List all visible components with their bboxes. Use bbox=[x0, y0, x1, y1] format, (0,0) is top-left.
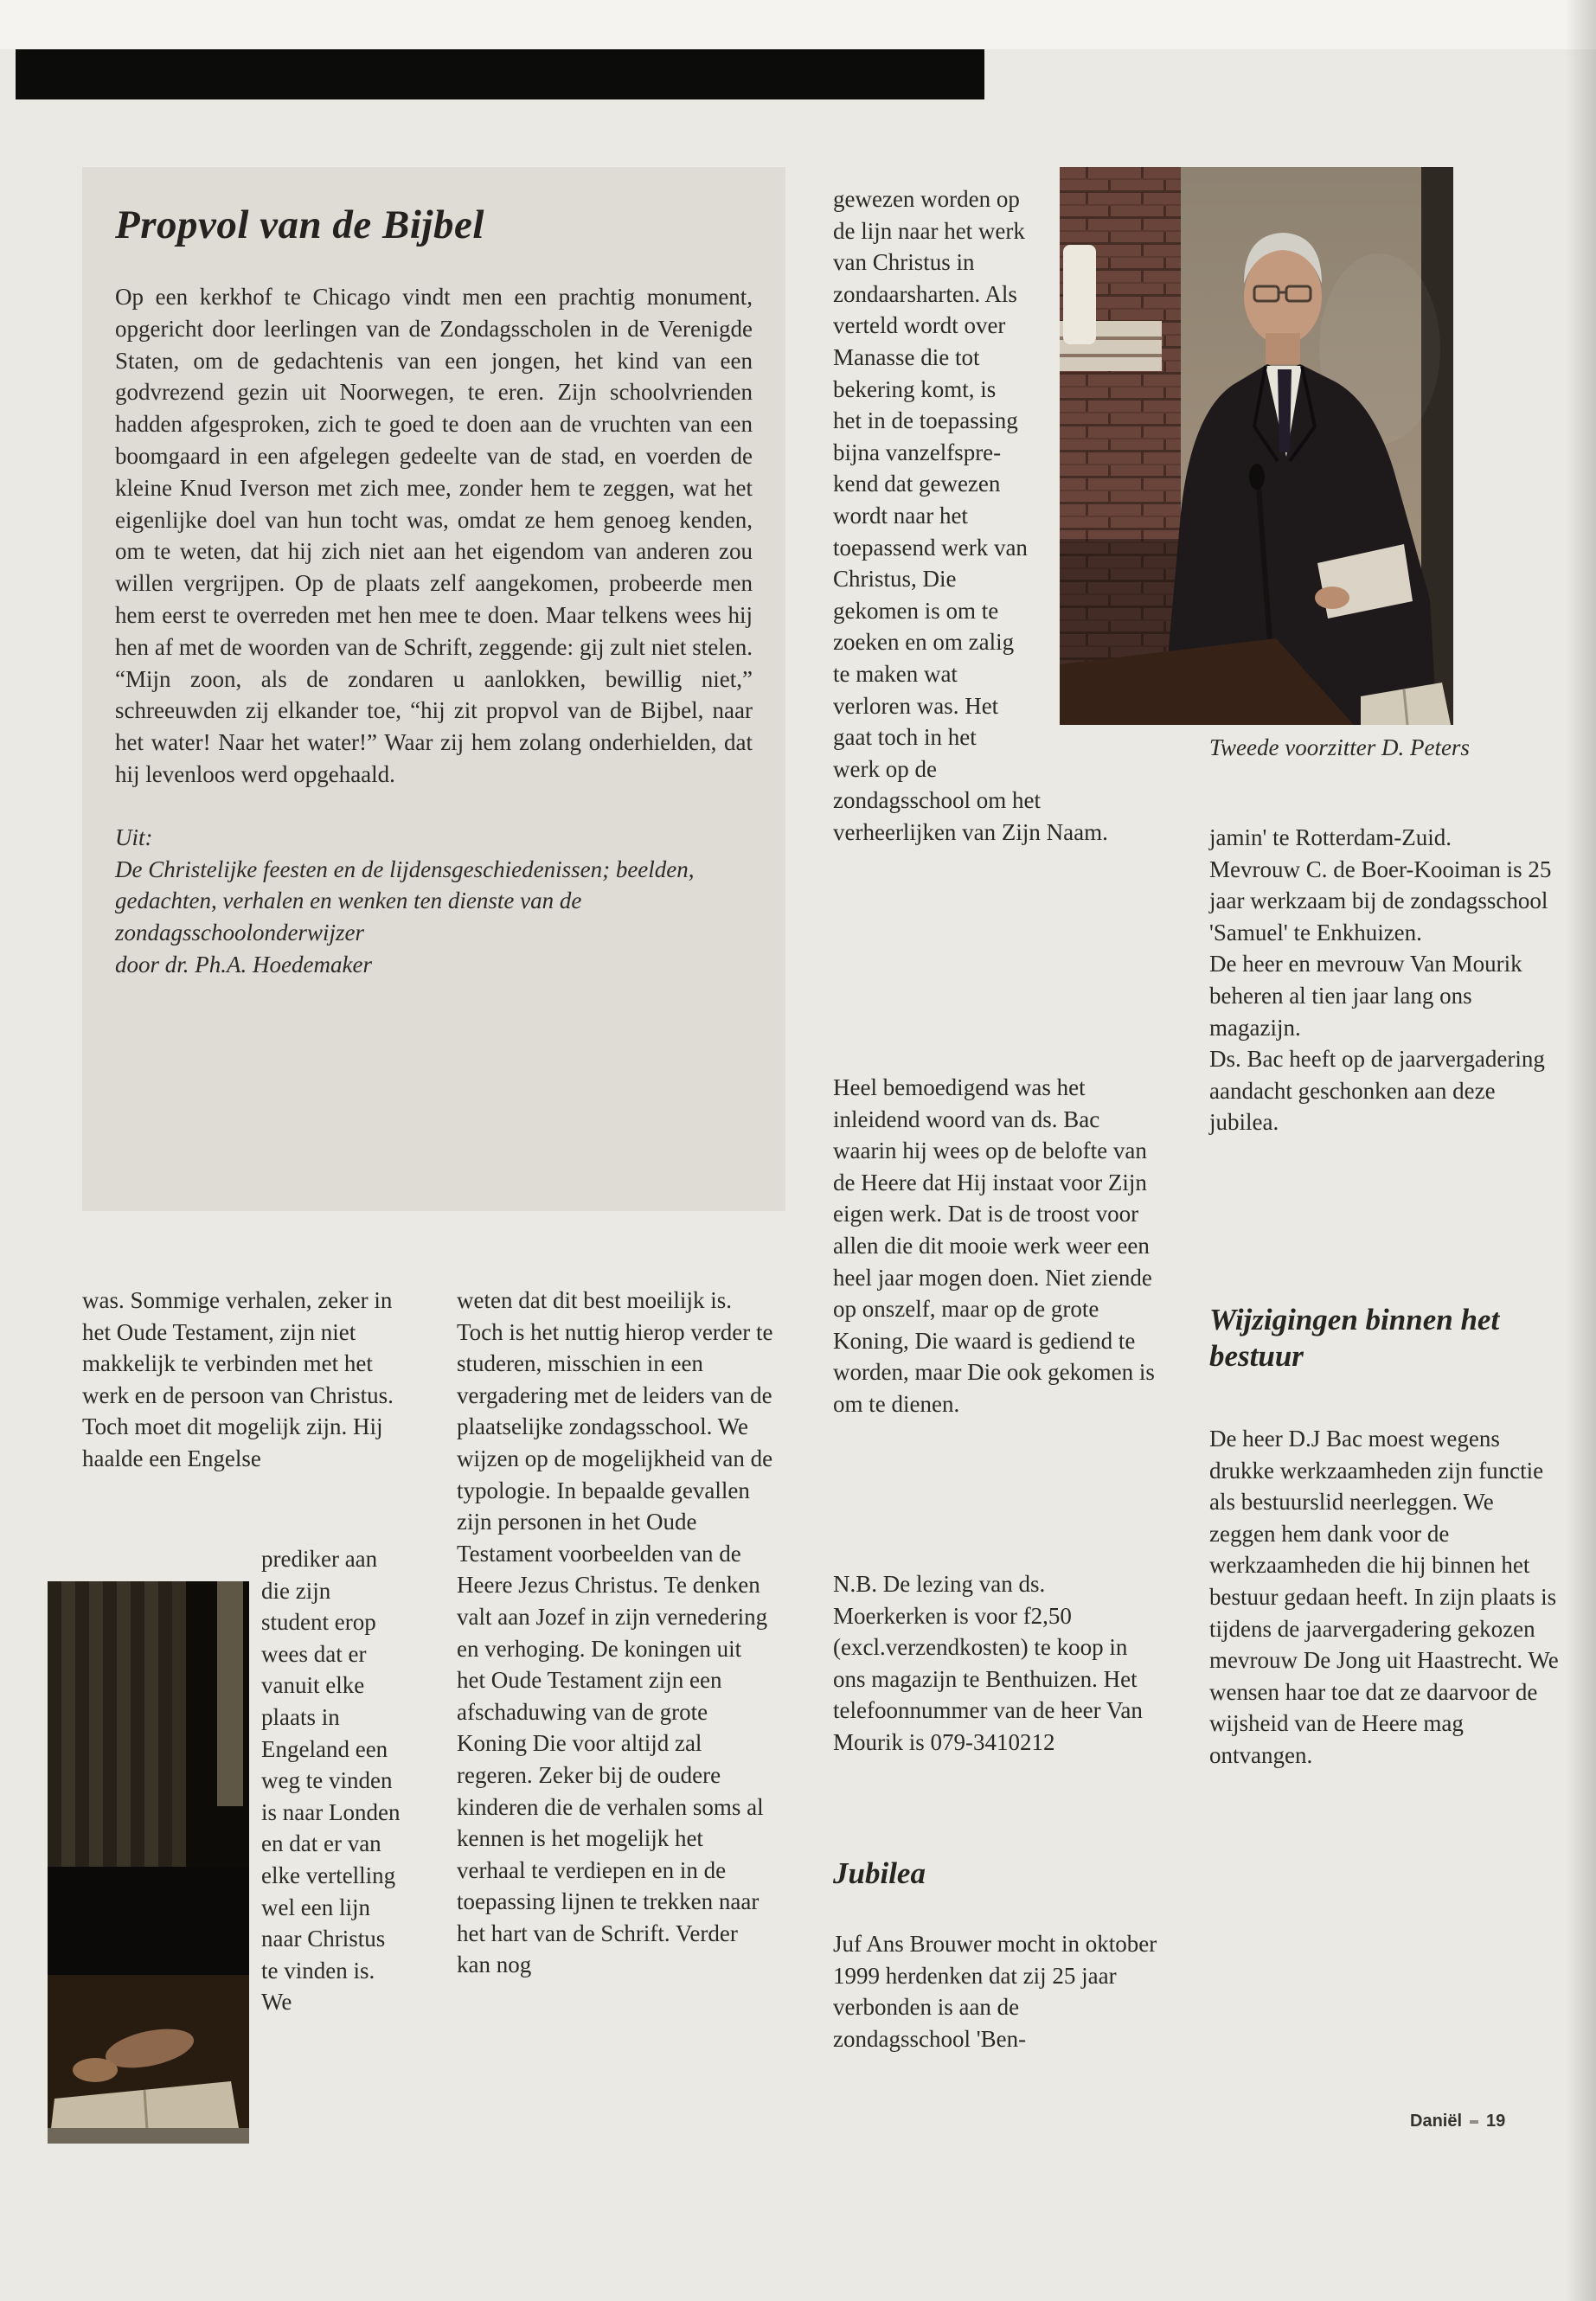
article-source-label: Uit: bbox=[115, 824, 153, 850]
jubilea-heading: Jubilea bbox=[833, 1856, 926, 1891]
photo-caption: Tweede voorzitter D. Peters bbox=[1209, 734, 1470, 760]
article-source-author: door dr. Ph.A. Hoedemaker bbox=[115, 951, 372, 977]
photo-wrap-spacer bbox=[1029, 183, 1158, 761]
reading-photo bbox=[48, 1581, 249, 2144]
right-column-jubilea-text bbox=[1209, 822, 1564, 1138]
middle-column-paragraph-2: Heel bemoedigend was het inleidend woord van ds. Bac waarin hij wees op de belofte van de Heere dat Hij instaat voor Zijn eigen werk. Dat is de troost voor allen die dit mooie werk weer een heel jaar mogen doen. Niet ziende op onszelf, maar op de grote Koning, Die waard is gediend te worden, maar Die ook gekomen is om te dienen. bbox=[833, 1074, 1155, 1417]
jubilea-sentence: De heer en mevrouw Van Mourik beheren al tien jaar lang ons magazijn. bbox=[1209, 951, 1522, 1041]
jubilea-sentence: jamin' te Rotterdam-Zuid. bbox=[1209, 824, 1452, 850]
bestuur-heading: Wijzigingen binnen het bestuur bbox=[1209, 1303, 1500, 1374]
middle-column-paragraph-1: gewezen worden op de lijn naar het werk van Christus in zondaarsharten. Als verteld wordt over Manasse die tot bekering komt, is het in de toepassing bijna vanzelfsprekend dat gewezen wordt naar het toepassend werk van Christus, Die gekomen is om te zoeken en om zalig te maken wat verloren was. Het gaat toch in het werk op de zondagsschool om het verheerlijken van Zijn Naam. bbox=[833, 186, 1108, 845]
bottom-left-paragraph: was. Sommige verhalen, zeker in het Oude Testament, zijn niet makkelijk te verbinden met het werk en de persoon van Christus. Toch moet dit mogelijk zijn. Hij haalde een Engelse bbox=[82, 1287, 394, 1471]
scan-edge-shadow bbox=[1565, 0, 1596, 2301]
reading-photo-image bbox=[48, 1581, 249, 2144]
header-rule-bar bbox=[16, 49, 984, 99]
microphone bbox=[1249, 464, 1265, 490]
bottom-left-wrap-paragraph: prediker aan die zijn student erop wees dat er vanuit elke plaats in Engeland een weg te vinden is naar Londen en dat er van elke vertelling wel een lijn naar Christus te vinden is. We bbox=[261, 1546, 401, 2016]
right-column-bestuur-paragraph: De heer D.J Bac moest wegens drukke werkzaamheden zijn functie als bestuurslid neerleggen. We zeggen hem dank voor de werkzaamheden die hij binnen het bestuur gedaan heeft. In zijn plaats is tijdens de jaarvergadering gekozen mevrouw De Jong uit Haastrecht. We wensen haar toe dat ze daarvoor de wijsheid van de Heere mag ontvangen. bbox=[1209, 1426, 1559, 1768]
article-source-title: De Christelijke feesten en de lijdensgeschiedenissen; beelden, gedachten, verhalen en wenken ten dienste van de zondagsschoolonderwijzer bbox=[115, 856, 695, 946]
article-source bbox=[115, 822, 753, 981]
bottom-middle-paragraph: weten dat dit best moeilijk is. Toch is het nuttig hierop verder te studeren, misschien in een vergadering met de leiders van de plaatselijke zondagsschool. We wijzen op de mogelijkheid van de typologie. In bepaalde gevallen zijn personen in het Oude Testament voorbeelden van de Heere Jezus Christus. Te denken valt aan Jozef in zijn vernedering en verhoging. De koningen uit het Oude Testament zijn een afschaduwing van de grote Koning Die voor altijd zal regeren. Zeker bij de oudere kinderen die de verhalen soms al kennen is het mogelijk het verhaal te verdiepen en in de toepassing lijnen te trekken naar het hart van de Schrift. Verder kan nog bbox=[457, 1287, 773, 1978]
middle-column-paragraph-3: N.B. De lezing van ds. Moerkerken is voor f2,50 (excl.verzendkosten) te koop in ons magazijn te Benthuizen. Het telefoonnummer van de heer Van Mourik is 079-3410212 bbox=[833, 1571, 1143, 1755]
jubilea-sentence: Mevrouw C. de Boer-Kooiman is 25 jaar werkzaam bij de zondagsschool 'Samuel' te Enkhuizen. bbox=[1209, 856, 1552, 945]
page-footer bbox=[1410, 2112, 1505, 2131]
footer-magazine-name: Daniël bbox=[1410, 2112, 1463, 2131]
featured-article-box bbox=[82, 167, 785, 1211]
footer-separator bbox=[1470, 2120, 1478, 2124]
curtain-stripes bbox=[48, 1581, 249, 1867]
top-margin-strip bbox=[0, 0, 1596, 49]
footer-page-number: 19 bbox=[1486, 2112, 1506, 2131]
hands-and-book bbox=[48, 1975, 249, 2144]
jubilea-sentence: Ds. Bac heeft op de jaarvergadering aandacht geschonken aan deze jubilea. bbox=[1209, 1046, 1545, 1136]
middle-column-block-1 bbox=[833, 183, 1158, 848]
article-title: Propvol van de Bijbel bbox=[115, 202, 484, 247]
article-body: Op een kerkhof te Chicago vindt men een prachtig monument, opgericht door leerlingen van de Zondagsscholen in de Verenigde Staten, om de gedachtenis van een jongen, het kind van een godvrezend gezin uit Noorwegen, te eren. Zijn schoolvrienden hadden afgesproken, zich te goed te doen aan de vruchten van een boomgaard in een afgelegen gedeelte van de stad, en voerden de kleine Knud Iverson met zich mee, zonder hem te zeggen, wat het eigenlijke doel van hun tocht was, omdat ze hem genoeg kenden, om te weten, dat hij zich niet aan het eigendom van anderen zou willen vergrijpen. Op de plaats zelf aangekomen, probeerde men hem eerst te overreden met hen mee te doen. Maar telkens wees hij hen af met de woorden van de Schrift, zeggende: gij zult niet stelen. “Mijn zoon, als de zondaren u aanlokken, bewillig niet,” schreeuwden zij elkander toe, “hij zit propvol van de Bijbel, naar het water! Naar het water!” Waar zij hem zolang onderhielden, dat hij levenloos werd opgehaald. bbox=[115, 284, 753, 787]
middle-column-paragraph-4: Juf Ans Brouwer mocht in oktober 1999 herdenken dat zij 25 jaar verbonden is aan de zondagsschool 'Ben- bbox=[833, 1931, 1157, 2052]
